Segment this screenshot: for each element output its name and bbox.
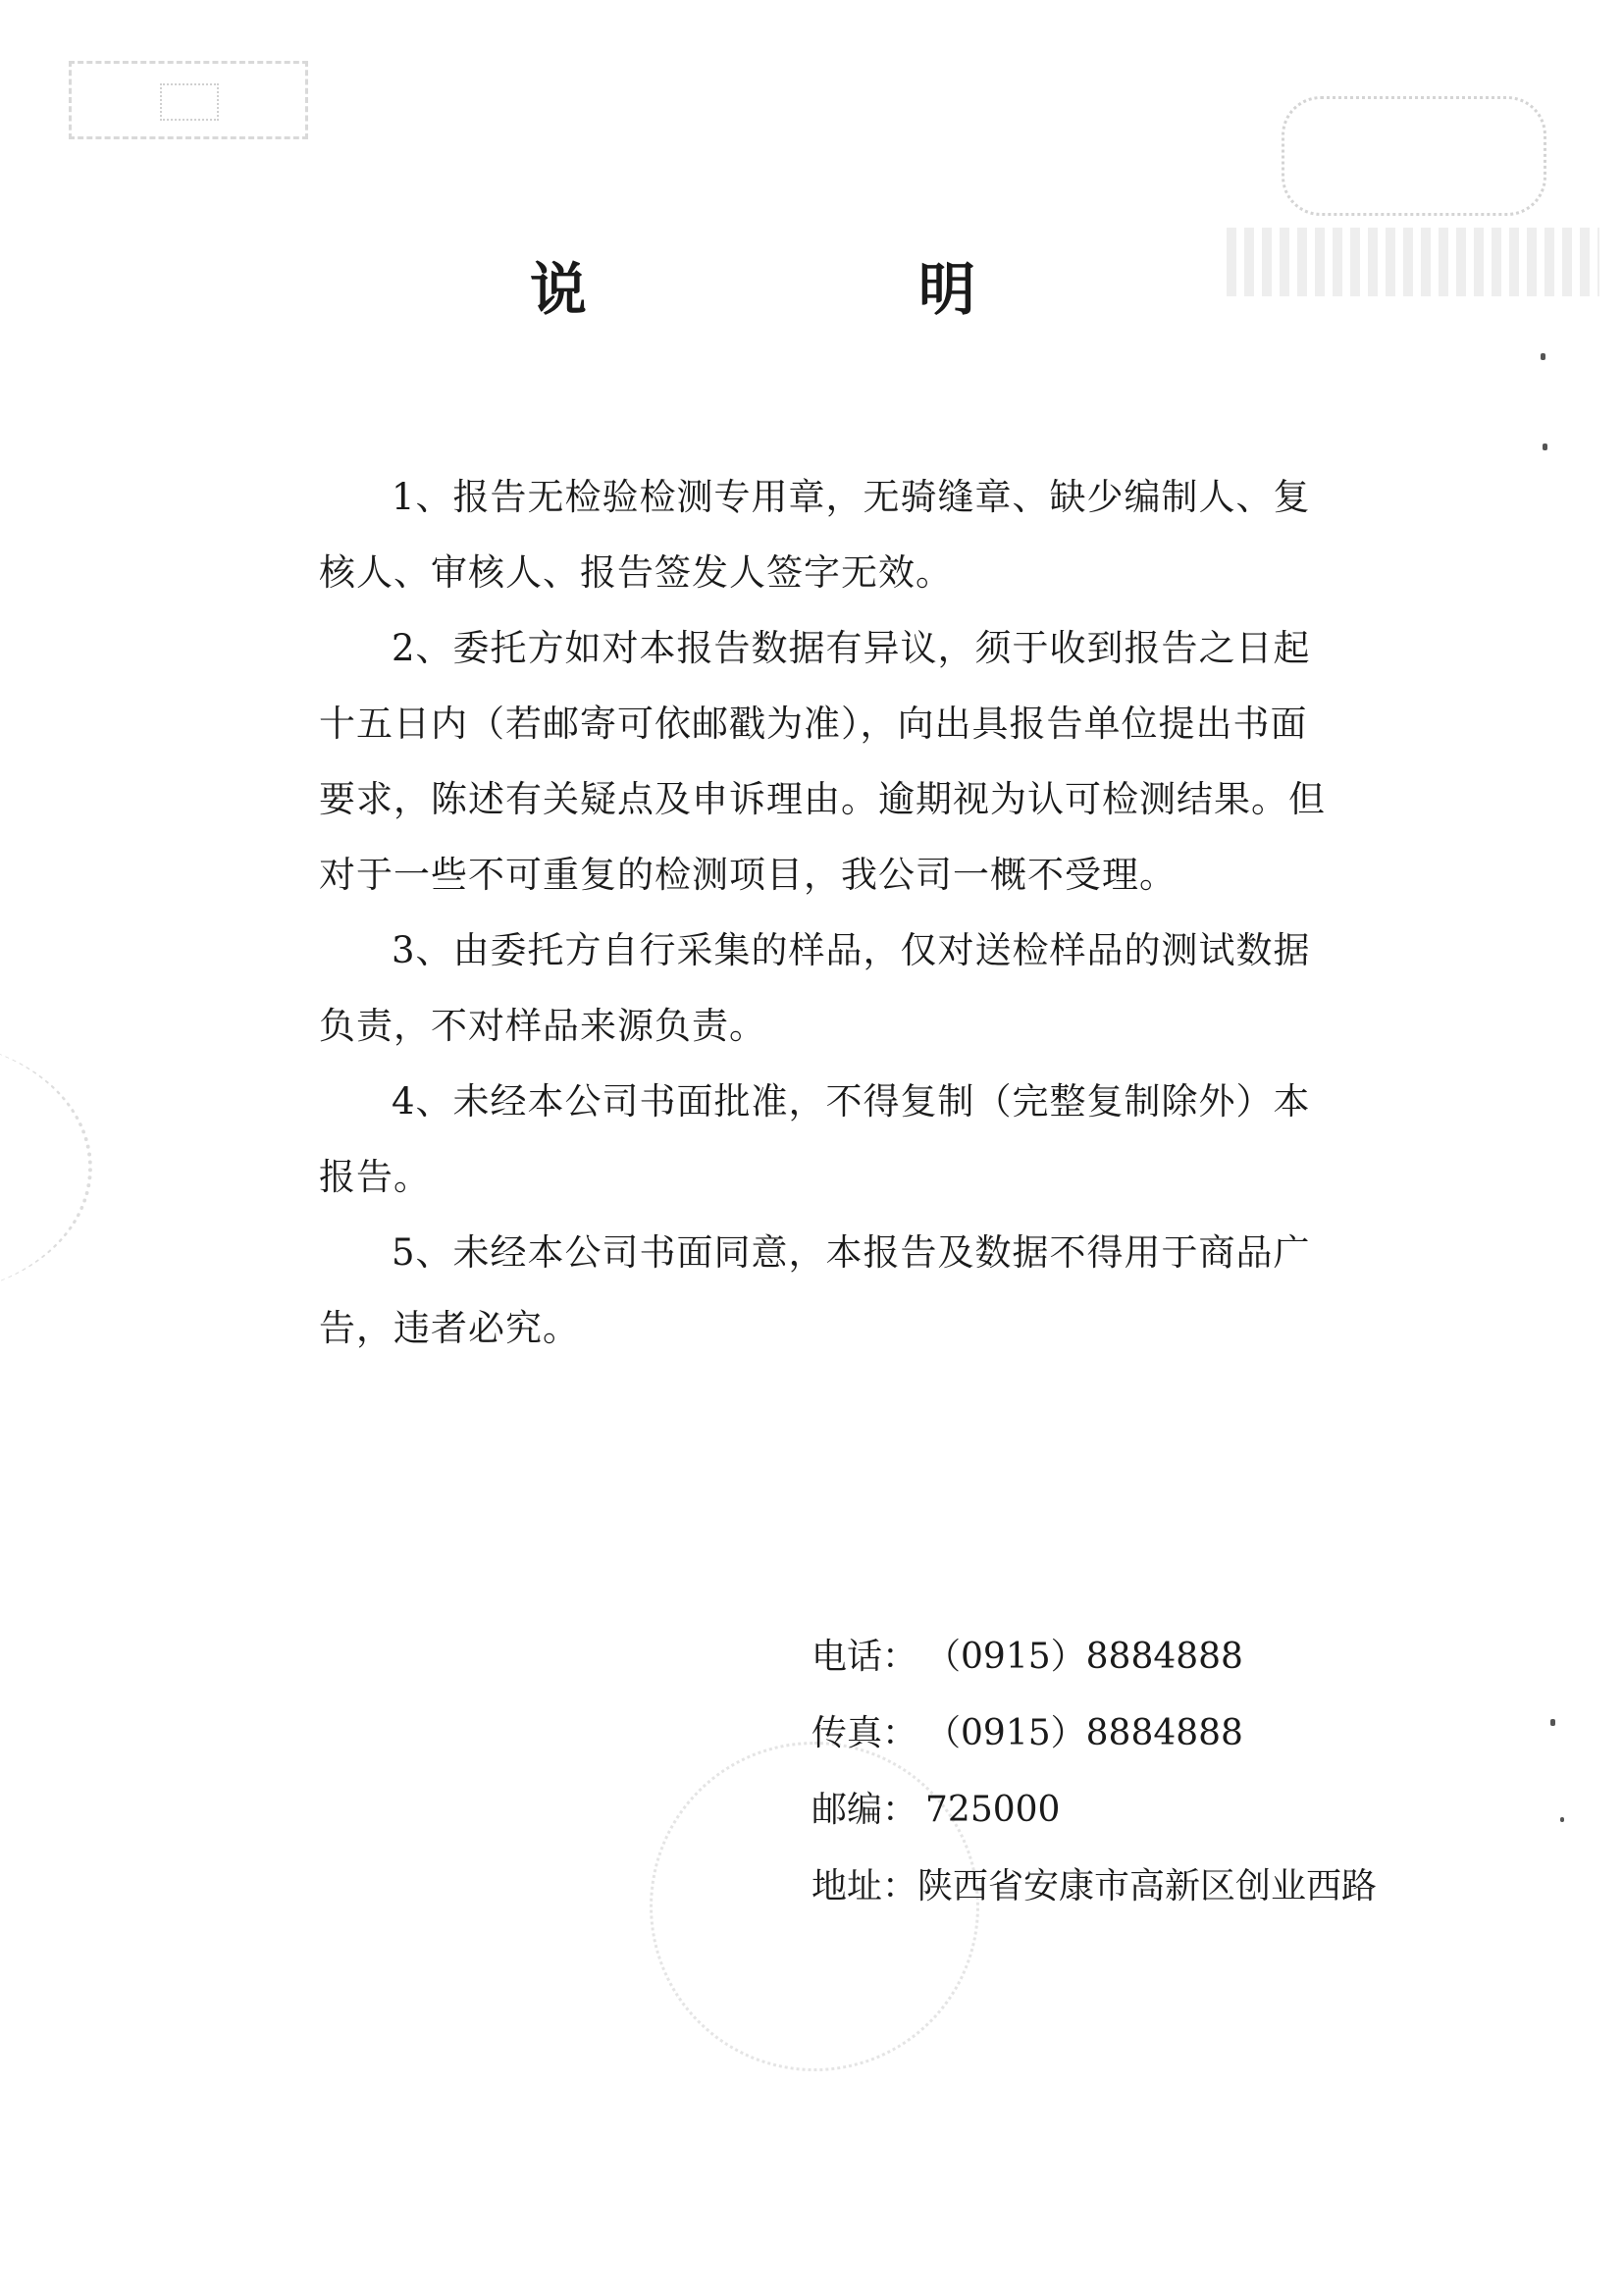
fax-value: （0915）8884888: [925, 1713, 1243, 1753]
scan-speck: [1541, 353, 1545, 360]
address-label: 地址：: [812, 1866, 918, 1906]
page-title: 说 明: [529, 256, 1113, 323]
address-value: 陕西省安康市高新区创业西路: [917, 1866, 1378, 1906]
fax-label: 传真：: [812, 1713, 918, 1753]
contact-phone-row: [812, 1619, 1377, 1696]
scan-speck: [1543, 444, 1547, 450]
note-paragraph-2: 2、委托方如对本报告数据有异议，须于收到报告之日起十五日内（若邮寄可依邮戳为准），向出具报告单位提出书面要求，陈述有关疑点及申诉理由。逾期视为认可检测结果。但对于一些不可重复的检测项目，我公司一概不受理。: [319, 627, 1326, 896]
phone-label: 电话：: [812, 1637, 918, 1677]
note-paragraph-3: 3、由委托方自行采集的样品，仅对送检样品的测试数据负责，不对样品来源负责。: [319, 929, 1311, 1047]
note-paragraph-4: 4、未经本公司书面批准，不得复制（完整复制除外）本报告。: [319, 1080, 1311, 1198]
contact-address-row: [812, 1849, 1377, 1925]
contact-postcode-row: [812, 1772, 1377, 1849]
note-paragraph-1: 1、报告无检验检测专用章，无骑缝章、缺少编制人、复核人、审核人、报告签发人签字无效。: [319, 476, 1311, 594]
contact-block: [812, 1619, 1377, 1925]
faded-stamp-top-right: [1282, 96, 1546, 216]
scan-speck: [1550, 1719, 1555, 1726]
notes-body: [319, 459, 1339, 1366]
faded-seal-arc-left: [0, 1040, 92, 1295]
postcode-value: 725000: [925, 1790, 1061, 1830]
scan-speck: [1560, 1817, 1564, 1822]
faded-stamp-top-left: [69, 61, 308, 139]
contact-fax-row: [812, 1696, 1377, 1772]
phone-value: （0915）8884888: [925, 1637, 1243, 1677]
postcode-label: 邮编：: [812, 1790, 918, 1830]
note-paragraph-5: 5、未经本公司书面同意，本报告及数据不得用于商品广告，违者必究。: [319, 1231, 1311, 1349]
